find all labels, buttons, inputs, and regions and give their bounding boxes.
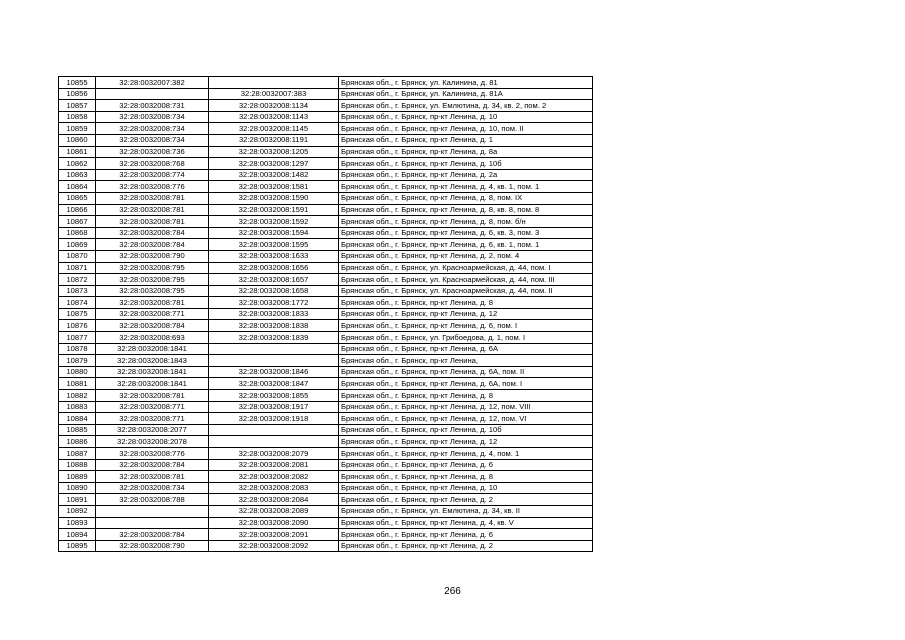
table-row <box>59 540 593 552</box>
row-number-cell: 10871 <box>59 262 96 274</box>
parent-cadastral-number-cell: 32:28:0032008:1841 <box>96 366 209 378</box>
row-number-cell: 10889 <box>59 471 96 483</box>
address-cell: Брянская обл., г. Брянск, ул. Красноармейская, д. 44, пом. II <box>339 285 593 297</box>
address-cell: Брянская обл., г. Брянск, пр-кт Ленина, д. 12 <box>339 436 593 448</box>
object-cadastral-number-cell: 32:28:0032008:1594 <box>209 227 339 239</box>
parent-cadastral-number-cell: 32:28:0032008:781 <box>96 204 209 216</box>
object-cadastral-number-cell: 32:28:0032008:1657 <box>209 274 339 286</box>
row-number-cell: 10880 <box>59 366 96 378</box>
parent-cadastral-number-cell: 32:28:0032008:771 <box>96 308 209 320</box>
table-row <box>59 320 593 332</box>
address-cell: Брянская обл., г. Брянск, пр-кт Ленина, д. 12, пом. VI <box>339 413 593 425</box>
object-cadastral-number-cell: 32:28:0032008:1917 <box>209 401 339 413</box>
row-number-cell: 10885 <box>59 424 96 436</box>
parent-cadastral-number-cell: 32:28:0032008:788 <box>96 494 209 506</box>
row-number-cell: 10859 <box>59 123 96 135</box>
table-row <box>59 100 593 112</box>
address-cell: Брянская обл., г. Брянск, пр-кт Ленина, д. 6, кв. 3, пом. 3 <box>339 227 593 239</box>
row-number-cell: 10886 <box>59 436 96 448</box>
table-row <box>59 169 593 181</box>
row-number-cell: 10887 <box>59 448 96 460</box>
parent-cadastral-number-cell: 32:28:0032008:736 <box>96 146 209 158</box>
row-number-cell: 10890 <box>59 482 96 494</box>
table-row <box>59 529 593 541</box>
row-number-cell: 10874 <box>59 297 96 309</box>
row-number-cell: 10891 <box>59 494 96 506</box>
row-number-cell: 10879 <box>59 355 96 367</box>
row-number-cell: 10858 <box>59 111 96 123</box>
parent-cadastral-number-cell <box>96 517 209 529</box>
address-cell: Брянская обл., г. Брянск, пр-кт Ленина, д. 8 <box>339 390 593 402</box>
parent-cadastral-number-cell: 32:28:0032008:2077 <box>96 424 209 436</box>
address-cell: Брянская обл., г. Брянск, пр-кт Ленина, д. 2 <box>339 540 593 552</box>
address-cell: Брянская обл., г. Брянск, пр-кт Ленина, <box>339 355 593 367</box>
row-number-cell: 10867 <box>59 216 96 228</box>
parent-cadastral-number-cell: 32:28:0032008:734 <box>96 482 209 494</box>
object-cadastral-number-cell: 32:28:0032008:1297 <box>209 158 339 170</box>
row-number-cell: 10857 <box>59 100 96 112</box>
object-cadastral-number-cell: 32:28:0032007:383 <box>209 88 339 100</box>
table-row <box>59 505 593 517</box>
row-number-cell: 10860 <box>59 134 96 146</box>
address-cell: Брянская обл., г. Брянск, пр-кт Ленина, д. 12 <box>339 308 593 320</box>
parent-cadastral-number-cell: 32:28:0032008:734 <box>96 134 209 146</box>
address-cell: Брянская обл., г. Брянск, пр-кт Ленина, д. 6, кв. 1, пом. 1 <box>339 239 593 251</box>
parent-cadastral-number-cell: 32:28:0032008:776 <box>96 181 209 193</box>
object-cadastral-number-cell: 32:28:0032008:2090 <box>209 517 339 529</box>
parent-cadastral-number-cell: 32:28:0032008:784 <box>96 227 209 239</box>
address-cell: Брянская обл., г. Брянск, пр-кт Ленина, д. 4, пом. 1 <box>339 448 593 460</box>
object-cadastral-number-cell: 32:28:0032008:1855 <box>209 390 339 402</box>
object-cadastral-number-cell: 32:28:0032008:1918 <box>209 413 339 425</box>
row-number-cell: 10865 <box>59 192 96 204</box>
object-cadastral-number-cell: 32:28:0032008:1191 <box>209 134 339 146</box>
table-row <box>59 471 593 483</box>
object-cadastral-number-cell: 32:28:0032008:1833 <box>209 308 339 320</box>
parent-cadastral-number-cell: 32:28:0032008:731 <box>96 100 209 112</box>
table-row <box>59 192 593 204</box>
object-cadastral-number-cell: 32:28:0032008:2092 <box>209 540 339 552</box>
parent-cadastral-number-cell: 32:28:0032008:693 <box>96 332 209 344</box>
parent-cadastral-number-cell: 32:28:0032008:784 <box>96 459 209 471</box>
address-cell: Брянская обл., г. Брянск, пр-кт Ленина, д. 8 <box>339 297 593 309</box>
row-number-cell: 10888 <box>59 459 96 471</box>
table-row <box>59 227 593 239</box>
object-cadastral-number-cell: 32:28:0032008:1205 <box>209 146 339 158</box>
object-cadastral-number-cell <box>209 424 339 436</box>
object-cadastral-number-cell: 32:28:0032008:1134 <box>209 100 339 112</box>
object-cadastral-number-cell: 32:28:0032008:2081 <box>209 459 339 471</box>
address-cell: Брянская обл., г. Брянск, пр-кт Ленина, д. 8 <box>339 471 593 483</box>
address-cell: Брянская обл., г. Брянск, пр-кт Ленина, д. 4, кв. 1, пом. 1 <box>339 181 593 193</box>
object-cadastral-number-cell: 32:28:0032008:2083 <box>209 482 339 494</box>
object-cadastral-number-cell: 32:28:0032008:1839 <box>209 332 339 344</box>
parent-cadastral-number-cell: 32:28:0032008:1841 <box>96 378 209 390</box>
object-cadastral-number-cell: 32:28:0032008:1847 <box>209 378 339 390</box>
table-row <box>59 250 593 262</box>
address-cell: Брянская обл., г. Брянск, пр-кт Ленина, д. 8а <box>339 146 593 158</box>
parent-cadastral-number-cell: 32:28:0032008:768 <box>96 158 209 170</box>
address-cell: Брянская обл., г. Брянск, пр-кт Ленина, д. 8, пом. IX <box>339 192 593 204</box>
object-cadastral-number-cell <box>209 343 339 355</box>
table-row <box>59 390 593 402</box>
row-number-cell: 10878 <box>59 343 96 355</box>
parent-cadastral-number-cell: 32:28:0032008:1843 <box>96 355 209 367</box>
address-cell: Брянская обл., г. Брянск, пр-кт Ленина, д. 12, пом. VIII <box>339 401 593 413</box>
parent-cadastral-number-cell: 32:28:0032008:734 <box>96 111 209 123</box>
address-cell: Брянская обл., г. Брянск, пр-кт Ленина, д. 6 <box>339 529 593 541</box>
address-cell: Брянская обл., г. Брянск, пр-кт Ленина, д. 8, кв. 8, пом. 8 <box>339 204 593 216</box>
table-row <box>59 88 593 100</box>
table-row <box>59 366 593 378</box>
table-row <box>59 111 593 123</box>
table-row <box>59 134 593 146</box>
object-cadastral-number-cell: 32:28:0032008:1591 <box>209 204 339 216</box>
address-cell: Брянская обл., г. Брянск, пр-кт Ленина, д. 6А, пом. II <box>339 366 593 378</box>
table-row <box>59 204 593 216</box>
object-cadastral-number-cell: 32:28:0032008:1772 <box>209 297 339 309</box>
parent-cadastral-number-cell: 32:28:0032008:781 <box>96 216 209 228</box>
row-number-cell: 10862 <box>59 158 96 170</box>
table-row <box>59 239 593 251</box>
object-cadastral-number-cell: 32:28:0032008:2091 <box>209 529 339 541</box>
address-cell: Брянская обл., г. Брянск, пр-кт Ленина, д. 1 <box>339 134 593 146</box>
row-number-cell: 10893 <box>59 517 96 529</box>
address-cell: Брянская обл., г. Брянск, пр-кт Ленина, д. 10, пом. II <box>339 123 593 135</box>
address-cell: Брянская обл., г. Брянск, ул. Красноармейская, д. 44, пом. I <box>339 262 593 274</box>
row-number-cell: 10881 <box>59 378 96 390</box>
row-number-cell: 10863 <box>59 169 96 181</box>
table-row <box>59 436 593 448</box>
parent-cadastral-number-cell: 32:28:0032008:734 <box>96 123 209 135</box>
table-row <box>59 308 593 320</box>
address-cell: Брянская обл., г. Брянск, пр-кт Ленина, д. 6, пом. I <box>339 320 593 332</box>
parent-cadastral-number-cell: 32:28:0032008:771 <box>96 401 209 413</box>
object-cadastral-number-cell: 32:28:0032008:1658 <box>209 285 339 297</box>
address-cell: Брянская обл., г. Брянск, пр-кт Ленина, д. 6А, пом. I <box>339 378 593 390</box>
parent-cadastral-number-cell: 32:28:0032008:784 <box>96 529 209 541</box>
address-cell: Брянская обл., г. Брянск, пр-кт Ленина, д. 10б <box>339 424 593 436</box>
address-cell: Брянская обл., г. Брянск, ул. Красноармейская, д. 44, пом. III <box>339 274 593 286</box>
address-cell: Брянская обл., г. Брянск, пр-кт Ленина, д. 2, пом. 4 <box>339 250 593 262</box>
row-number-cell: 10895 <box>59 540 96 552</box>
object-cadastral-number-cell: 32:28:0032008:1633 <box>209 250 339 262</box>
address-cell: Брянская обл., г. Брянск, ул. Емлютина, д. 34, кв. II <box>339 505 593 517</box>
object-cadastral-number-cell <box>209 77 339 89</box>
parent-cadastral-number-cell: 32:28:0032008:781 <box>96 297 209 309</box>
parent-cadastral-number-cell: 32:28:0032007:382 <box>96 77 209 89</box>
parent-cadastral-number-cell: 32:28:0032008:795 <box>96 262 209 274</box>
table-row <box>59 262 593 274</box>
row-number-cell: 10855 <box>59 77 96 89</box>
address-cell: Брянская обл., г. Брянск, пр-кт Ленина, д. 2а <box>339 169 593 181</box>
row-number-cell: 10875 <box>59 308 96 320</box>
row-number-cell: 10866 <box>59 204 96 216</box>
table-body <box>59 77 593 552</box>
address-cell: Брянская обл., г. Брянск, ул. Калинина, д. 81 <box>339 77 593 89</box>
parent-cadastral-number-cell: 32:28:0032008:784 <box>96 239 209 251</box>
table-row <box>59 459 593 471</box>
row-number-cell: 10856 <box>59 88 96 100</box>
table-row <box>59 332 593 344</box>
row-number-cell: 10882 <box>59 390 96 402</box>
row-number-cell: 10883 <box>59 401 96 413</box>
row-number-cell: 10892 <box>59 505 96 517</box>
parent-cadastral-number-cell: 32:28:0032008:2078 <box>96 436 209 448</box>
address-cell: Брянская обл., г. Брянск, пр-кт Ленина, д. 4, кв. V <box>339 517 593 529</box>
object-cadastral-number-cell: 32:28:0032008:1846 <box>209 366 339 378</box>
object-cadastral-number-cell: 32:28:0032008:1656 <box>209 262 339 274</box>
table-row <box>59 285 593 297</box>
page-number: 266 <box>444 586 461 597</box>
object-cadastral-number-cell: 32:28:0032008:2089 <box>209 505 339 517</box>
table-row <box>59 158 593 170</box>
parent-cadastral-number-cell: 32:28:0032008:1841 <box>96 343 209 355</box>
table-row <box>59 413 593 425</box>
object-cadastral-number-cell: 32:28:0032008:1143 <box>209 111 339 123</box>
object-cadastral-number-cell: 32:28:0032008:1482 <box>209 169 339 181</box>
address-cell: Брянская обл., г. Брянск, пр-кт Ленина, д. 8, пом. б/н <box>339 216 593 228</box>
row-number-cell: 10870 <box>59 250 96 262</box>
address-cell: Брянская обл., г. Брянск, пр-кт Ленина, д. 10 <box>339 482 593 494</box>
row-number-cell: 10864 <box>59 181 96 193</box>
object-cadastral-number-cell: 32:28:0032008:2079 <box>209 448 339 460</box>
object-cadastral-number-cell: 32:28:0032008:1145 <box>209 123 339 135</box>
address-cell: Брянская обл., г. Брянск, пр-кт Ленина, д. 2 <box>339 494 593 506</box>
address-cell: Брянская обл., г. Брянск, пр-кт Ленина, д. 6 <box>339 459 593 471</box>
row-number-cell: 10861 <box>59 146 96 158</box>
table-row <box>59 494 593 506</box>
parent-cadastral-number-cell: 32:28:0032008:790 <box>96 540 209 552</box>
parent-cadastral-number-cell: 32:28:0032008:771 <box>96 413 209 425</box>
table-row <box>59 297 593 309</box>
table-row <box>59 482 593 494</box>
address-cell: Брянская обл., г. Брянск, ул. Калинина, д. 81А <box>339 88 593 100</box>
object-cadastral-number-cell: 32:28:0032008:1592 <box>209 216 339 228</box>
object-cadastral-number-cell <box>209 355 339 367</box>
parent-cadastral-number-cell: 32:28:0032008:784 <box>96 320 209 332</box>
address-cell: Брянская обл., г. Брянск, пр-кт Ленина, д. 10 <box>339 111 593 123</box>
cadastral-table <box>58 76 593 552</box>
table-row <box>59 401 593 413</box>
table-row <box>59 517 593 529</box>
row-number-cell: 10877 <box>59 332 96 344</box>
table-row <box>59 355 593 367</box>
parent-cadastral-number-cell: 32:28:0032008:781 <box>96 390 209 402</box>
table-row <box>59 77 593 89</box>
table-row <box>59 146 593 158</box>
row-number-cell: 10868 <box>59 227 96 239</box>
table-row <box>59 123 593 135</box>
table-row <box>59 378 593 390</box>
object-cadastral-number-cell: 32:28:0032008:1581 <box>209 181 339 193</box>
parent-cadastral-number-cell: 32:28:0032008:790 <box>96 250 209 262</box>
row-number-cell: 10869 <box>59 239 96 251</box>
address-cell: Брянская обл., г. Брянск, ул. Емлютина, д. 34, кв. 2, пом. 2 <box>339 100 593 112</box>
address-cell: Брянская обл., г. Брянск, пр-кт Ленина, д. 6А <box>339 343 593 355</box>
object-cadastral-number-cell: 32:28:0032008:1838 <box>209 320 339 332</box>
address-cell: Брянская обл., г. Брянск, пр-кт Ленина, д. 10б <box>339 158 593 170</box>
object-cadastral-number-cell: 32:28:0032008:2082 <box>209 471 339 483</box>
row-number-cell: 10884 <box>59 413 96 425</box>
table-row <box>59 424 593 436</box>
parent-cadastral-number-cell: 32:28:0032008:774 <box>96 169 209 181</box>
row-number-cell: 10872 <box>59 274 96 286</box>
parent-cadastral-number-cell <box>96 505 209 517</box>
table-row <box>59 181 593 193</box>
table-row <box>59 343 593 355</box>
address-cell: Брянская обл., г. Брянск, ул. Грибоедова, д. 1, пом. I <box>339 332 593 344</box>
table-row <box>59 216 593 228</box>
row-number-cell: 10876 <box>59 320 96 332</box>
parent-cadastral-number-cell: 32:28:0032008:776 <box>96 448 209 460</box>
object-cadastral-number-cell: 32:28:0032008:1590 <box>209 192 339 204</box>
parent-cadastral-number-cell: 32:28:0032008:781 <box>96 471 209 483</box>
object-cadastral-number-cell: 32:28:0032008:2084 <box>209 494 339 506</box>
table-row <box>59 448 593 460</box>
row-number-cell: 10894 <box>59 529 96 541</box>
parent-cadastral-number-cell: 32:28:0032008:795 <box>96 274 209 286</box>
parent-cadastral-number-cell: 32:28:0032008:795 <box>96 285 209 297</box>
parent-cadastral-number-cell: 32:28:0032008:781 <box>96 192 209 204</box>
object-cadastral-number-cell: 32:28:0032008:1595 <box>209 239 339 251</box>
parent-cadastral-number-cell <box>96 88 209 100</box>
table-row <box>59 274 593 286</box>
object-cadastral-number-cell <box>209 436 339 448</box>
row-number-cell: 10873 <box>59 285 96 297</box>
